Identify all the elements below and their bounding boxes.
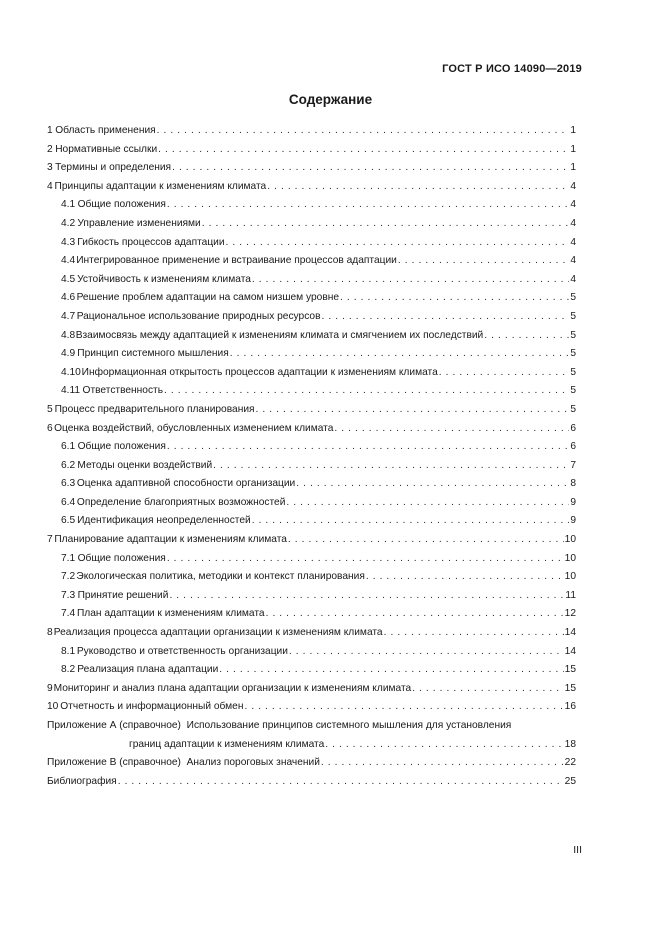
toc-entry-number: 9 xyxy=(47,682,53,694)
toc-entry-title: Мониторинг и анализ плана адаптации организации к изменениям климата xyxy=(53,682,412,694)
toc-entry-number: 4 xyxy=(47,180,53,192)
toc-entry-title: Общие положения xyxy=(77,199,166,211)
toc-entry[interactable] xyxy=(47,122,576,141)
toc-entry-page: 14 xyxy=(564,645,576,657)
toc-entry[interactable] xyxy=(47,605,576,624)
toc-entry-number: 7.1 xyxy=(61,552,76,564)
toc-entry[interactable] xyxy=(47,661,576,680)
toc-entry-number: 5 xyxy=(47,403,53,415)
standard-code: ГОСТ Р ИСО 14090—2019 xyxy=(442,63,582,75)
toc-leader-dots xyxy=(252,512,570,531)
toc-leader-dots xyxy=(325,736,563,755)
toc-entry-number: 4.9 xyxy=(61,348,76,360)
toc-leader-dots xyxy=(164,382,569,401)
toc-leader-dots xyxy=(158,141,569,160)
toc-entry[interactable] xyxy=(47,364,576,383)
toc-entry-number: 4.6 xyxy=(61,292,76,304)
toc-leader-dots xyxy=(340,289,569,308)
toc-entry-number: 4.10 xyxy=(61,366,81,378)
toc-leader-dots xyxy=(118,773,564,792)
toc-entry-page: 1 xyxy=(570,125,576,136)
toc-entry[interactable] xyxy=(47,252,576,271)
toc-leader-dots xyxy=(213,457,569,476)
toc-entry[interactable] xyxy=(47,196,576,215)
toc-leader-dots xyxy=(334,420,569,439)
toc-entry[interactable] xyxy=(47,494,576,513)
toc-entry-page: 25 xyxy=(564,775,576,787)
toc-entry-number: 2 xyxy=(47,143,53,155)
toc-entry-number: 8.1 xyxy=(61,645,76,657)
toc-leader-dots xyxy=(439,364,570,383)
toc-leader-dots xyxy=(286,494,569,513)
toc-entry-title: Интегрированное применение и встраивание процессов адаптации xyxy=(76,255,397,267)
toc-entry-page: 4 xyxy=(570,255,576,267)
toc-entry-title: Термины и определения xyxy=(55,162,172,174)
toc-entry-title: Методы оценки воздействий xyxy=(77,459,213,471)
appendix-a-title-line2: границ адаптации к изменениям климата xyxy=(129,738,325,750)
toc-entry-number: 4.4 xyxy=(61,255,76,267)
toc-leader-dots xyxy=(167,550,564,569)
toc-entry-title: Принятие решений xyxy=(77,589,169,601)
table-of-contents xyxy=(47,122,576,791)
toc-entry-title: Нормативные ссылки xyxy=(55,143,158,155)
toc-entry[interactable] xyxy=(47,457,576,476)
toc-entry-page: 4 xyxy=(570,217,576,229)
toc-leader-dots xyxy=(169,587,564,606)
toc-entry-title: Экологическая политика, методики и контекст планирования xyxy=(76,571,365,583)
toc-entry-page: 15 xyxy=(564,682,576,694)
toc-entry-page: 4 xyxy=(570,199,576,211)
toc-entry-number: 7.2 xyxy=(61,571,76,583)
toc-entry-title: Определение благоприятных возможностей xyxy=(76,496,286,508)
toc-entry-page: 5 xyxy=(570,366,576,378)
toc-entry-title: Идентификация неопределенностей xyxy=(77,515,251,527)
toc-entry-page: 5 xyxy=(570,292,576,304)
toc-entry-page: 5 xyxy=(570,310,576,322)
toc-entry[interactable] xyxy=(47,178,576,197)
toc-entry[interactable] xyxy=(47,401,576,420)
toc-entry-title: Гибкость процессов адаптации xyxy=(77,236,225,248)
appendix-b-title: Анализ пороговых значений xyxy=(186,757,320,769)
appendix-a-line2 xyxy=(47,736,576,755)
toc-entry-title: Ответственность xyxy=(82,385,164,397)
toc-leader-dots xyxy=(167,438,569,457)
toc-entry-page: 11 xyxy=(565,589,576,601)
page-number: III xyxy=(573,844,582,856)
toc-entry-page: 10 xyxy=(564,534,576,546)
toc-entry[interactable] xyxy=(47,420,576,439)
appendix-b-label: Приложение В (справочное) xyxy=(47,757,181,769)
toc-entry-title: Процесс предварительного планирования xyxy=(54,403,255,415)
toc-leader-dots xyxy=(252,271,569,290)
toc-entry-number: 6 xyxy=(47,422,53,434)
toc-entry-page: 8 xyxy=(570,478,576,490)
toc-entry-title: Оценка адаптивной способности организации xyxy=(76,478,296,490)
toc-entry-page: 5 xyxy=(570,385,576,397)
toc-entry[interactable] xyxy=(47,234,576,253)
toc-entry-number: 8.2 xyxy=(61,664,76,676)
toc-leader-dots xyxy=(398,252,569,271)
toc-entry[interactable] xyxy=(47,159,576,178)
toc-entry-number: 4.11 xyxy=(61,385,81,397)
toc-entry[interactable] xyxy=(47,550,576,569)
toc-entry-title: Управление изменениями xyxy=(77,217,201,229)
toc-entry-title: Общие положения xyxy=(77,441,166,453)
toc-leader-dots xyxy=(267,178,569,197)
toc-entry[interactable] xyxy=(47,475,576,494)
toc-entry-number: 7 xyxy=(47,534,53,546)
appendix-a-label: Приложение А (справочное) xyxy=(47,720,181,731)
toc-entry[interactable] xyxy=(47,512,576,531)
toc-leader-dots xyxy=(366,568,564,587)
toc-entry[interactable] xyxy=(47,308,576,327)
toc-entry[interactable] xyxy=(47,624,576,643)
toc-entry-title: Взаимосвязь между адаптацией к изменениям климата и смягчением их последствий xyxy=(75,329,484,341)
toc-entry-page: 10 xyxy=(564,571,576,583)
toc-leader-dots xyxy=(289,643,564,662)
toc-entry-page: 5 xyxy=(570,348,576,360)
toc-entry-page: 10 xyxy=(564,552,576,564)
toc-leader-dots xyxy=(157,122,570,141)
toc-entry[interactable] xyxy=(47,587,576,606)
toc-entry[interactable] xyxy=(47,438,576,457)
toc-entry-number: 10 xyxy=(47,701,59,713)
toc-entry[interactable] xyxy=(47,271,576,290)
toc-entry-title: Реализация процесса адаптации организации к изменениям климата xyxy=(53,627,383,639)
toc-entry[interactable] xyxy=(47,141,576,160)
toc-entry-page: 9 xyxy=(570,515,576,527)
toc-entry-title: Информационная открытость процессов адаптации к изменениям климата xyxy=(81,366,438,378)
toc-entry-title: Принципы адаптации к изменениям климата xyxy=(54,180,267,192)
toc-bibliography[interactable] xyxy=(47,773,576,792)
toc-entry[interactable] xyxy=(47,382,576,401)
toc-entry[interactable] xyxy=(47,345,576,364)
toc-leader-dots xyxy=(384,624,564,643)
toc-entry-title: Руководство и ответственность организации xyxy=(76,645,288,657)
page-title: Содержание xyxy=(288,92,373,107)
toc-entry-page: 14 xyxy=(564,627,576,639)
toc-entry-title: Принцип системного мышления xyxy=(77,348,229,360)
toc-entry[interactable] xyxy=(47,215,576,234)
toc-entry-number: 6.1 xyxy=(61,441,76,453)
toc-entry[interactable] xyxy=(47,698,576,717)
toc-entry-page: 5 xyxy=(570,403,576,415)
toc-entry[interactable] xyxy=(47,568,576,587)
toc-entry-page: 9 xyxy=(570,496,576,508)
toc-appendix-b[interactable] xyxy=(47,754,576,773)
bibliography-title: Библиография xyxy=(47,775,117,787)
toc-leader-dots xyxy=(219,661,563,680)
toc-entry-page: 4 xyxy=(570,273,576,285)
toc-entry-number: 8 xyxy=(47,627,53,639)
toc-entry-number: 4.8 xyxy=(61,329,76,341)
toc-entry-number: 3 xyxy=(47,162,53,174)
toc-entry[interactable] xyxy=(47,680,576,699)
toc-entry-page: 18 xyxy=(564,738,576,750)
toc-entry-number: 4.5 xyxy=(61,273,76,285)
toc-entry-page: 16 xyxy=(564,701,576,713)
toc-entry-number: 7.3 xyxy=(61,589,76,601)
toc-leader-dots xyxy=(172,159,569,178)
toc-entry-number: 4.2 xyxy=(61,217,76,229)
toc-entry-number: 1 xyxy=(47,125,53,136)
toc-entry-number: 4.3 xyxy=(61,236,76,248)
toc-leader-dots xyxy=(256,401,570,420)
toc-entry-title: Общие положения xyxy=(77,552,166,564)
toc-leader-dots xyxy=(202,215,570,234)
toc-entry-number: 6.5 xyxy=(61,515,76,527)
toc-entry[interactable] xyxy=(47,643,576,662)
toc-entry-title: Решение проблем адаптации на самом низшем уровне xyxy=(76,292,340,304)
toc-entry-page: 15 xyxy=(564,664,576,676)
toc-entry-page: 4 xyxy=(570,180,576,192)
toc-entry-page: 7 xyxy=(570,459,576,471)
toc-leader-dots xyxy=(321,308,569,327)
toc-entry-page: 12 xyxy=(564,608,576,620)
toc-entry-page: 5 xyxy=(570,329,576,341)
toc-leader-dots xyxy=(244,698,563,717)
appendix-a-title-line1: Использование принципов системного мышления для установления xyxy=(186,720,512,731)
toc-entry-number: 6.3 xyxy=(61,478,76,490)
toc-entry-page: 1 xyxy=(570,162,576,174)
toc-leader-dots xyxy=(296,475,569,494)
toc-entry-number: 7.4 xyxy=(61,608,76,620)
toc-entry-title: Устойчивость к изменениям климата xyxy=(77,273,251,285)
toc-entry[interactable] xyxy=(47,531,576,550)
toc-entry-page: 22 xyxy=(564,757,576,769)
toc-entry-page: 6 xyxy=(570,422,576,434)
toc-entry-title: Рациональное использование природных ресурсов xyxy=(76,310,321,322)
toc-appendix-a[interactable] xyxy=(47,717,576,754)
toc-entry[interactable] xyxy=(47,289,576,308)
toc-entry-page: 4 xyxy=(570,236,576,248)
toc-entry-title: Планирование адаптации к изменениям климата xyxy=(54,534,287,546)
toc-leader-dots xyxy=(266,605,564,624)
toc-entry-page: 1 xyxy=(570,143,576,155)
toc-entry-number: 6.2 xyxy=(61,459,76,471)
toc-entry-number: 4.1 xyxy=(61,199,76,211)
toc-leader-dots xyxy=(321,754,564,773)
toc-entry[interactable] xyxy=(47,327,576,346)
toc-leader-dots xyxy=(288,531,564,550)
toc-entry-page: 6 xyxy=(570,441,576,453)
toc-leader-dots xyxy=(412,680,563,699)
toc-entry-number: 6.4 xyxy=(61,496,76,508)
toc-leader-dots xyxy=(226,234,570,253)
toc-leader-dots xyxy=(484,327,569,346)
toc-leader-dots xyxy=(167,196,569,215)
toc-entry-title: Отчетность и информационный обмен xyxy=(60,701,244,713)
appendix-a-line1 xyxy=(47,717,576,736)
toc-entry-title: Оценка воздействий, обусловленных изменением климата xyxy=(54,422,334,434)
toc-entry-number: 4.7 xyxy=(61,310,76,322)
toc-leader-dots xyxy=(230,345,570,364)
toc-entry-title: Реализация плана адаптации xyxy=(77,664,219,676)
toc-entry-title: План адаптации к изменениям климата xyxy=(76,608,265,620)
toc-entry-title: Область применения xyxy=(55,125,156,136)
